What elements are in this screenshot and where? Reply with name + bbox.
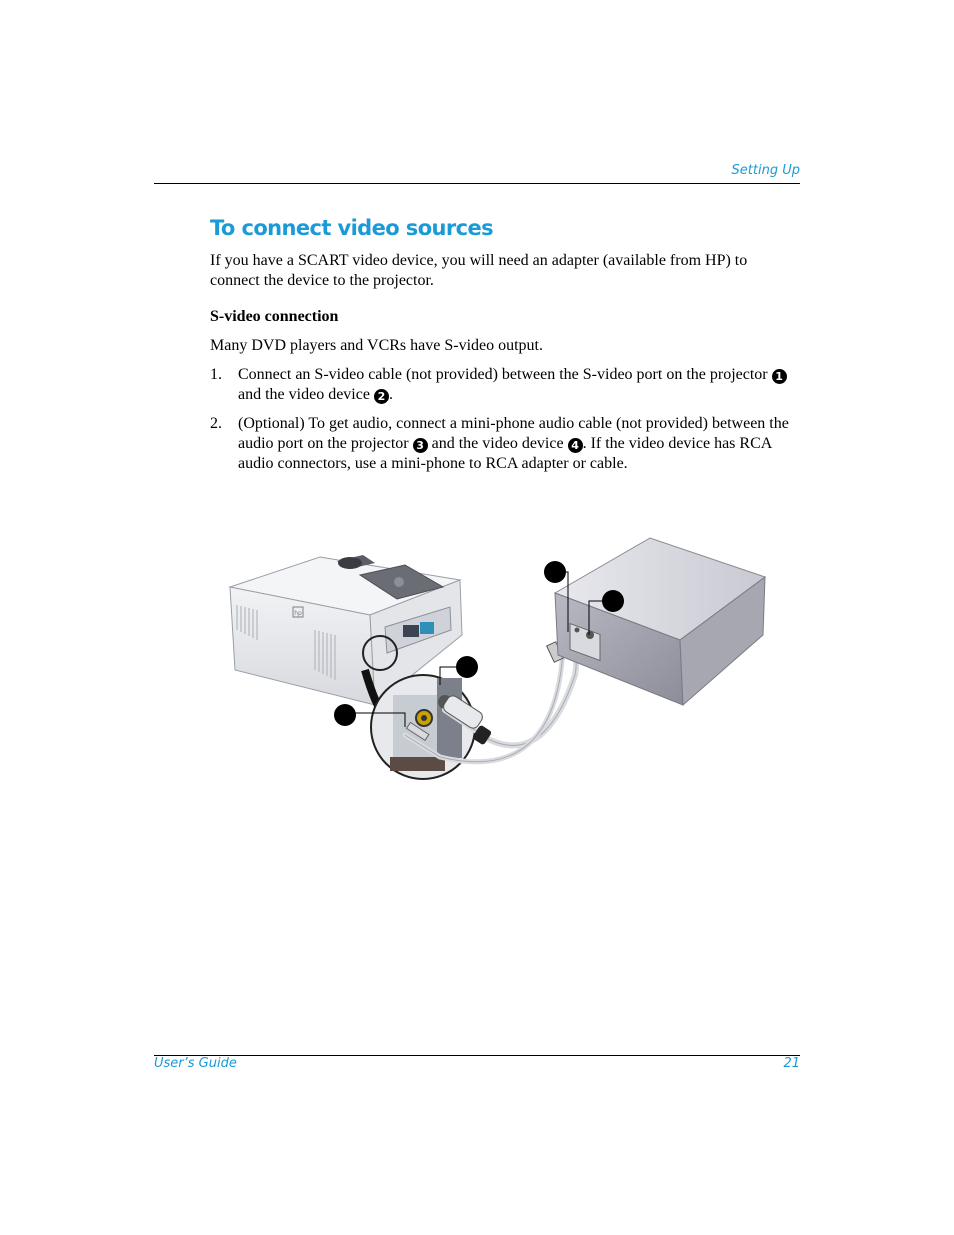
callout-dot [602, 590, 624, 612]
lead-paragraph: Many DVD players and VCRs have S-video output. [210, 337, 543, 354]
footer-title: User’s Guide [154, 1056, 237, 1071]
callout-dot [456, 656, 478, 678]
step-number: 1. [210, 366, 222, 383]
step-item [210, 414, 800, 474]
callout-marker: 3 [413, 438, 428, 453]
callout-marker: 1 [772, 369, 787, 384]
header-rule [154, 183, 800, 184]
brand-logo: hp [294, 610, 302, 617]
intro-paragraph: If you have a SCART video device, you will need an adapter (available from HP) to connect the device to the projector. [210, 252, 748, 289]
connection-illustration [225, 535, 770, 780]
step-item [210, 365, 800, 405]
callout-dot [334, 704, 356, 726]
page-number: 21 [783, 1056, 800, 1071]
step-text: Connect an S-video cable (not provided) between the S-video port on the projector [238, 366, 772, 383]
step-text: and the video device [238, 386, 374, 403]
step-number: 2. [210, 415, 222, 432]
step-text: (Optional) To get audio, connect a mini-phone audio cable (not provided) between the audio port on the projector [238, 415, 789, 452]
subheading: S-video connection [210, 308, 339, 325]
video-device-illustration [555, 538, 765, 705]
section-title: To connect video sources [210, 216, 494, 240]
running-header: Setting Up [731, 163, 800, 178]
main-content [210, 216, 800, 483]
step-text: . If the video device has RCA audio connectors, use a mini-phone to RCA adapter or cable. [238, 435, 772, 472]
callout-marker: 2 [374, 389, 389, 404]
step-text: and the video device [427, 435, 568, 452]
callout-dot [544, 561, 566, 583]
footer-rule [154, 1055, 800, 1056]
callout-marker: 4 [568, 438, 583, 453]
step-text: . [388, 386, 393, 403]
steps-list [210, 365, 800, 474]
